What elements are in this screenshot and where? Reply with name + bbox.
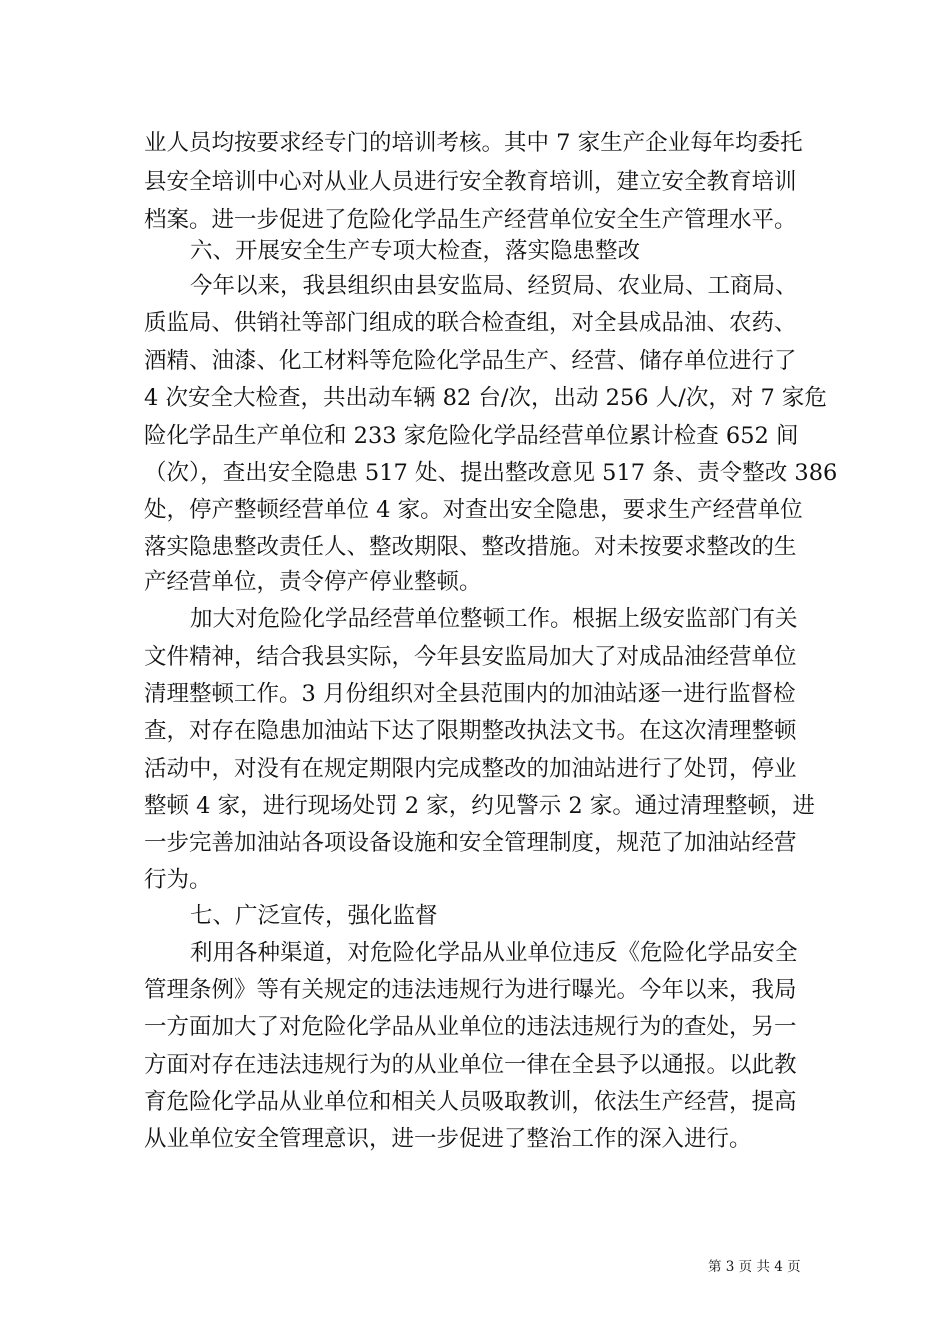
body-text-line: 业人员均按要求经专门的培训考核。其中 7 家生产企业每年均委托: [144, 130, 803, 156]
paragraph-start-line: 今年以来，我县组织由县安监局、经贸局、农业局、工商局、: [190, 273, 798, 299]
body-text-line: 档案。进一步促进了危险化学品生产经营单位安全生产管理水平。: [144, 207, 797, 233]
body-text-line: 4 次安全大检查，共出动车辆 82 台/次，出动 256 人/次，对 7 家危: [144, 385, 827, 411]
body-text-line: 清理整顿工作。3 月份组织对全县范围内的加油站逐一进行监督检: [144, 681, 796, 707]
section-heading: 七、广泛宣传，强化监督: [190, 903, 438, 929]
body-text-line: （次），查出安全隐患 517 处、提出整改意见 517 条、责令整改 386: [144, 460, 838, 486]
section-heading: 六、开展安全生产专项大检查，落实隐患整改: [190, 238, 641, 264]
body-text-line: 育危险化学品从业单位和相关人员吸取教训，依法生产经营，提高: [144, 1089, 797, 1115]
paragraph-start-line: 利用各种渠道，对危险化学品从业单位违反《危险化学品安全: [190, 940, 798, 966]
body-text-line: 一方面加大了对危险化学品从业单位的违法违规行为的查处，另一: [144, 1014, 797, 1040]
body-text-line: 整顿 4 家，进行现场处罚 2 家，约见警示 2 家。通过清理整顿，进: [144, 793, 815, 819]
body-text-line: 处，停产整顿经营单位 4 家。对查出安全隐患，要求生产经营单位: [144, 497, 803, 523]
body-text-line: 查，对存在隐患加油站下达了限期整改执法文书。在这次清理整顿: [144, 718, 797, 744]
page-number-footer: 第 3 页 共 4 页: [708, 1259, 801, 1275]
body-text-line: 从业单位安全管理意识，进一步促进了整治工作的深入进行。: [144, 1126, 752, 1152]
body-text-line: 方面对存在违法违规行为的从业单位一律在全县予以通报。以此教: [144, 1052, 797, 1078]
body-text-line: 酒精、油漆、化工材料等危险化学品生产、经营、储存单位进行了: [144, 348, 797, 374]
body-text-line: 活动中，对没有在规定期限内完成整改的加油站进行了处罚，停业: [144, 756, 797, 782]
body-text-line: 文件精神，结合我县实际，今年县安监局加大了对成品油经营单位: [144, 644, 797, 670]
body-text-line: 县安全培训中心对从业人员进行安全教育培训，建立安全教育培训: [144, 169, 797, 195]
body-text-line: 险化学品生产单位和 233 家危险化学品经营单位累计检查 652 间: [144, 423, 799, 449]
body-text-line: 质监局、供销社等部门组成的联合检查组，对全县成品油、农药、: [144, 310, 797, 336]
body-text-line: 管理条例》等有关规定的违法违规行为进行曝光。今年以来，我局: [144, 977, 797, 1003]
body-text-line: 产经营单位，责令停产停业整顿。: [144, 569, 482, 595]
body-text-line: 一步完善加油站各项设备设施和安全管理制度，规范了加油站经营: [144, 830, 797, 856]
body-text-line: 行为。: [144, 867, 212, 893]
paragraph-start-line: 加大对危险化学品经营单位整顿工作。根据上级安监部门有关: [190, 606, 798, 632]
body-text-line: 落实隐患整改责任人、整改期限、整改措施。对未按要求整改的生: [144, 534, 797, 560]
